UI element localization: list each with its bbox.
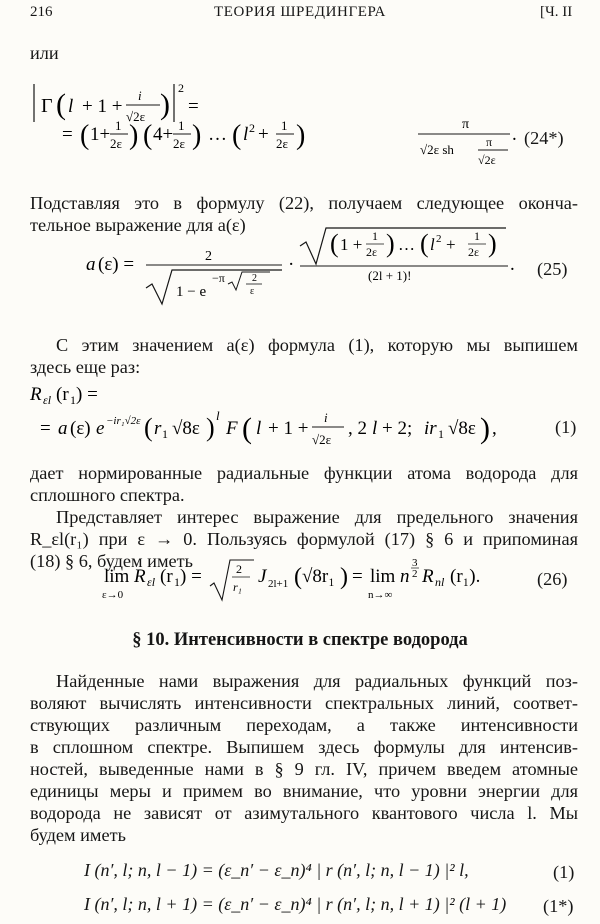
svg-text:(r₁).: (r₁).	[450, 566, 481, 587]
svg-text:n: n	[400, 566, 410, 587]
svg-text:l: l	[243, 124, 249, 145]
svg-text:=: =	[188, 96, 199, 117]
svg-text:i: i	[138, 88, 142, 103]
svg-text:(ε): (ε)	[70, 418, 91, 439]
svg-text:lim: lim	[370, 566, 396, 587]
paragraph-2-line-2: здесь еще раз:	[30, 357, 141, 377]
svg-text:2: 2	[252, 273, 257, 284]
svg-text:e: e	[96, 418, 105, 439]
svg-text:a: a	[58, 418, 68, 439]
svg-text:nl: nl	[435, 575, 445, 589]
paragraph-1-line-2: тельное выражение для a(ε)	[30, 215, 246, 235]
paragraph-3-line-2: сплошного спектра.	[30, 485, 185, 505]
svg-text:r₁: r₁	[233, 580, 242, 594]
svg-text:(: (	[294, 564, 302, 590]
svg-text:1: 1	[115, 118, 122, 133]
equation-1-label: (1)	[555, 417, 577, 437]
svg-text:(: (	[144, 413, 153, 442]
paragraph-2-line-1: С этим значением a(ε) формула (1), которую мы выпишем	[56, 335, 578, 355]
svg-text:lim: lim	[104, 566, 130, 587]
svg-text:π: π	[462, 117, 470, 132]
svg-text:l: l	[68, 96, 74, 117]
svg-text:,: ,	[492, 418, 497, 439]
svg-text:(: (	[242, 412, 252, 445]
svg-text:2ε: 2ε	[468, 245, 480, 259]
svg-text:R: R	[422, 566, 434, 587]
svg-text:2ε: 2ε	[110, 136, 122, 151]
svg-text:): )	[480, 412, 490, 445]
svg-text:1: 1	[174, 575, 180, 589]
svg-text:+: +	[446, 235, 456, 254]
svg-text:): )	[192, 120, 202, 151]
svg-text:1: 1	[438, 427, 444, 441]
page-number: 216	[30, 4, 53, 20]
svg-text:√2ε: √2ε	[126, 109, 146, 124]
svg-text:R: R	[134, 566, 146, 587]
section-title: § 10. Интенсивности в спектре водорода	[132, 630, 468, 650]
intro-word: или	[30, 43, 59, 63]
svg-text:−π: −π	[212, 271, 225, 285]
svg-text:(r: (r	[160, 566, 173, 587]
svg-text:2: 2	[178, 81, 184, 95]
svg-text:Γ: Γ	[41, 95, 53, 117]
svg-text:=: =	[352, 566, 363, 587]
paragraph-5-line-5: ностей, выведенные нами в § 9 гл. IV, причем введем атомные	[30, 759, 578, 779]
svg-text:−ir₁√2ε: −ir₁√2ε	[106, 415, 141, 427]
svg-text:…: …	[208, 124, 227, 145]
svg-text:l: l	[256, 418, 262, 439]
paragraph-5-line-4: в сплошном спектре. Выпишем здесь формулы для интенсив-	[30, 737, 578, 757]
intensity-equation-1-star: I (n′, l; n, l + 1) = (ε_n′ − ε_n)⁴ | r (n′, l; n, l + 1) |² (l + 1)	[84, 894, 507, 914]
svg-text:2: 2	[249, 121, 255, 135]
svg-text:π: π	[486, 135, 493, 149]
svg-text:a: a	[86, 254, 96, 275]
intensity-equation-1-star-label: (1*)	[543, 896, 574, 916]
paragraph-4-line-2: R_εl(r₁) при ε → 0. Пользуясь формулой (17) § 6 и припоминая	[30, 529, 578, 549]
svg-text:=: =	[62, 124, 73, 145]
svg-text:1: 1	[178, 118, 185, 133]
equation-26-label: (26)	[537, 569, 568, 589]
svg-text:): )	[340, 564, 348, 590]
equation-26-graphic	[0, 556, 600, 616]
svg-text:ε: ε	[250, 286, 255, 297]
svg-text:1: 1	[372, 229, 378, 243]
svg-text:√2ε sh: √2ε sh	[420, 142, 454, 157]
svg-text:): )	[296, 120, 306, 151]
paragraph-5-line-6: единицы меры и примем во внимание, что уровни энергии для	[30, 781, 578, 801]
svg-text:, 2: , 2	[348, 418, 367, 439]
svg-text:2: 2	[412, 568, 418, 580]
paragraph-5-line-1: Найденные нами выражения для радиальных функций поз-	[56, 671, 578, 691]
svg-text:√8ε: √8ε	[172, 418, 200, 439]
svg-text:1: 1	[70, 393, 76, 407]
svg-text:√8ε: √8ε	[448, 418, 476, 439]
svg-text:4+: 4+	[153, 124, 174, 145]
svg-text:(r: (r	[56, 384, 69, 405]
svg-text:r: r	[154, 418, 162, 439]
paragraph-5-line-8: будем иметь	[30, 825, 126, 845]
svg-text:J: J	[258, 566, 267, 587]
svg-text:εl: εl	[43, 393, 52, 407]
svg-text:εl: εl	[147, 575, 156, 589]
svg-text:1 +: 1 +	[340, 235, 363, 254]
equation-25-label: (25)	[537, 259, 568, 279]
equation-24-label: (24*)	[524, 128, 564, 148]
svg-text:(: (	[420, 229, 429, 258]
svg-text:+: +	[258, 124, 269, 145]
svg-text:ir: ir	[424, 418, 437, 439]
svg-text:F: F	[226, 418, 238, 439]
svg-text:): )	[488, 229, 497, 258]
running-title: ТЕОРИЯ ШРЕДИНГЕРА	[214, 4, 386, 20]
svg-text:√2ε: √2ε	[312, 432, 332, 447]
svg-text:(2l + 1)!: (2l + 1)!	[368, 268, 412, 283]
svg-text:l: l	[216, 408, 220, 423]
svg-text:1+: 1+	[90, 124, 111, 145]
svg-text:3: 3	[412, 557, 418, 569]
equation-1-graphic	[0, 380, 600, 470]
svg-text:(: (	[143, 120, 153, 151]
equation-25-graphic	[0, 224, 600, 304]
svg-text:.: .	[510, 254, 515, 275]
svg-text:) =: ) =	[76, 384, 98, 405]
svg-text:1: 1	[281, 118, 288, 133]
svg-text:2ε: 2ε	[276, 136, 288, 151]
svg-text:): )	[160, 88, 170, 121]
svg-text:(: (	[232, 120, 242, 151]
paragraph-5-line-2: воляют вычислять интенсивности спектральных линий, соответ-	[30, 693, 578, 713]
intensity-equation-1: I (n′, l; n, l − 1) = (ε_n′ − ε_n)⁴ | r (n′, l; n, l − 1) |² l,	[84, 860, 469, 880]
svg-text:+ 1 +: + 1 +	[268, 418, 309, 439]
svg-text:i: i	[324, 410, 328, 425]
svg-text:=: =	[40, 418, 51, 439]
svg-text:√2ε: √2ε	[478, 153, 496, 167]
svg-text:): )	[129, 120, 139, 151]
paragraph-5-line-3: ствующих различным переходам, а также интенсивности	[30, 715, 578, 735]
equation-24-rhs-graphic	[0, 118, 600, 178]
paragraph-4-line-3: (18) § 6, будем иметь	[30, 551, 193, 571]
svg-text:1: 1	[474, 229, 480, 243]
svg-text:(: (	[56, 88, 66, 121]
svg-text:.: .	[512, 124, 517, 145]
svg-text:2l+1: 2l+1	[268, 578, 289, 590]
svg-text:…: …	[398, 235, 415, 254]
svg-text:·: ·	[288, 254, 295, 275]
svg-text:√8r₁: √8r₁	[302, 566, 335, 587]
paragraph-5-line-7: водорода не зависят от азимутального квантового числа l. Мы	[30, 803, 578, 823]
svg-text:ε→0: ε→0	[102, 589, 124, 601]
svg-text:(: (	[330, 229, 339, 258]
svg-text:): )	[206, 413, 215, 442]
part-label: [Ч. II	[540, 4, 573, 20]
svg-text:l: l	[430, 235, 435, 254]
svg-text:): )	[386, 229, 395, 258]
svg-text:l: l	[372, 418, 378, 439]
svg-text:(: (	[80, 120, 90, 151]
svg-text:(ε) =: (ε) =	[98, 254, 135, 275]
svg-text:1 − e: 1 − e	[176, 284, 207, 300]
svg-text:2ε: 2ε	[366, 245, 378, 259]
intensity-equation-1-label: (1)	[553, 862, 575, 882]
paragraph-1-line-1: Подставляя это в формулу (22), получаем следующее оконча-	[30, 193, 578, 213]
svg-text:) =: ) =	[180, 566, 202, 587]
svg-text:R: R	[30, 384, 42, 405]
svg-text:2: 2	[236, 562, 242, 576]
svg-text:n→∞: n→∞	[368, 589, 393, 601]
paragraph-4-line-1: Представляет интерес выражение для предельного значения	[56, 507, 578, 527]
svg-text:+ 2;: + 2;	[382, 418, 413, 439]
svg-text:1: 1	[162, 427, 168, 441]
paragraph-3-line-1: дает нормированные радиальные функции атома водорода для	[30, 463, 578, 483]
svg-text:2: 2	[205, 249, 212, 264]
svg-text:+ 1 +: + 1 +	[82, 96, 123, 117]
svg-text:2: 2	[436, 233, 442, 245]
svg-text:2ε: 2ε	[173, 136, 185, 151]
